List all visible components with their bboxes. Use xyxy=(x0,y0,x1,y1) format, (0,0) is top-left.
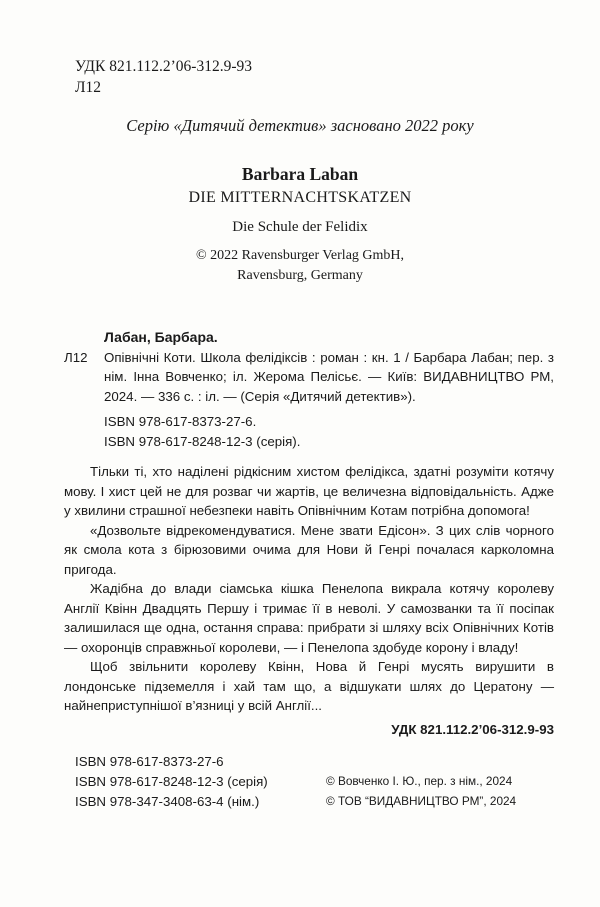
original-copyright xyxy=(0,246,600,286)
bib-isbn-group xyxy=(104,412,554,451)
footer-copyright-1: © Вовченко І. Ю., пер. з нім., 2024 xyxy=(326,774,513,788)
footer-copyright-2: © ТОВ “ВИДАВНИЦТВО РМ”, 2024 xyxy=(326,794,517,808)
original-copyright-line2: Ravensburg, Germany xyxy=(237,268,363,283)
bib-isbn-2: ISBN 978-617-8248-12-3 (серія). xyxy=(104,433,301,449)
annotation xyxy=(64,462,554,716)
footer-udk: УДК 821.112.2’06-312.9-93 xyxy=(391,722,554,737)
footer-isbn-1: ISBN 978-617-8373-27-6 xyxy=(75,754,224,769)
author-mark: Л12 xyxy=(75,79,102,96)
bib-code: Л12 xyxy=(64,350,88,365)
original-subtitle: Die Schule der Felidix xyxy=(232,219,368,235)
series-note: Серію «Дитячий детектив» засновано 2022 року xyxy=(126,116,474,135)
footer-isbn-2: ISBN 978-617-8248-12-3 (серія) xyxy=(75,774,268,789)
original-edition-block xyxy=(0,162,600,286)
bibliographic-record xyxy=(64,328,554,451)
footer-copyrights xyxy=(326,771,516,811)
catalog-header xyxy=(75,56,252,98)
footer-isbn-3: ISBN 978-347-3408-63-4 (нім.) xyxy=(75,794,260,809)
udk-code: УДК 821.112.2’06-312.9-93 xyxy=(75,58,252,75)
footer-isbn-list xyxy=(75,752,268,812)
annotation-paragraph-2: «Дозвольте відрекомендуватися. Мене звати Едісон». З цих слів чорного як смола кота з бірюзовими очима для Нови й Генрі почалася карколомна пригода. xyxy=(64,522,554,577)
original-copyright-line1: © 2022 Ravensburger Verlag GmbH, xyxy=(195,248,405,263)
annotation-paragraph-3: Жадібна до влади сіамська кішка Пенелопа викрала котячу королеву Англії Квінн Двадцять Першу і тримає її в неволі. У самозванки та її посіпак залишилася ще одна, остання справа: прибрати зі шляху всіх Опівнічних Котів — охоронців справжньої королеви, — і Пенелопа здобуде корону і владу! xyxy=(64,581,554,655)
bib-isbn-1: ISBN 978-617-8373-27-6. xyxy=(104,414,257,429)
bib-heading: Лабан, Барбара. xyxy=(104,329,218,345)
annotation-paragraph-1: Тільки ті, хто наділені рідкісним хистом фелідікса, здатні розуміти котячу мову. І хист цей не для розваг чи жартів, це величезна відповідальність. Адже у хвилини страшної небезпеки навіть Опівнічним Котам потрібна допомога! xyxy=(64,464,554,518)
original-author: Barbara Laban xyxy=(241,164,359,184)
annotation-paragraph-4: Щоб звільнити королеву Квінн, Нова й Генрі мусять вирушити в лондонське підземелля і хай там що, а відшукати шлях до Цератону — найнеприступнішої в’язниці у всій Англії... xyxy=(64,659,554,713)
original-title: DIE MITTERNACHTSKATZEN xyxy=(188,189,412,206)
bib-description: Опівнічні Коти. Школа фелідіксів : роман : кн. 1 / Барбара Лабан; пер. з нім. Інна Вовченко; іл. Жерома Пелісьє. — Київ: ВИДАВНИЦТВО РМ, 2024. — 336 с. : іл. — (Серія «Дитячий детектив»). xyxy=(104,349,554,404)
